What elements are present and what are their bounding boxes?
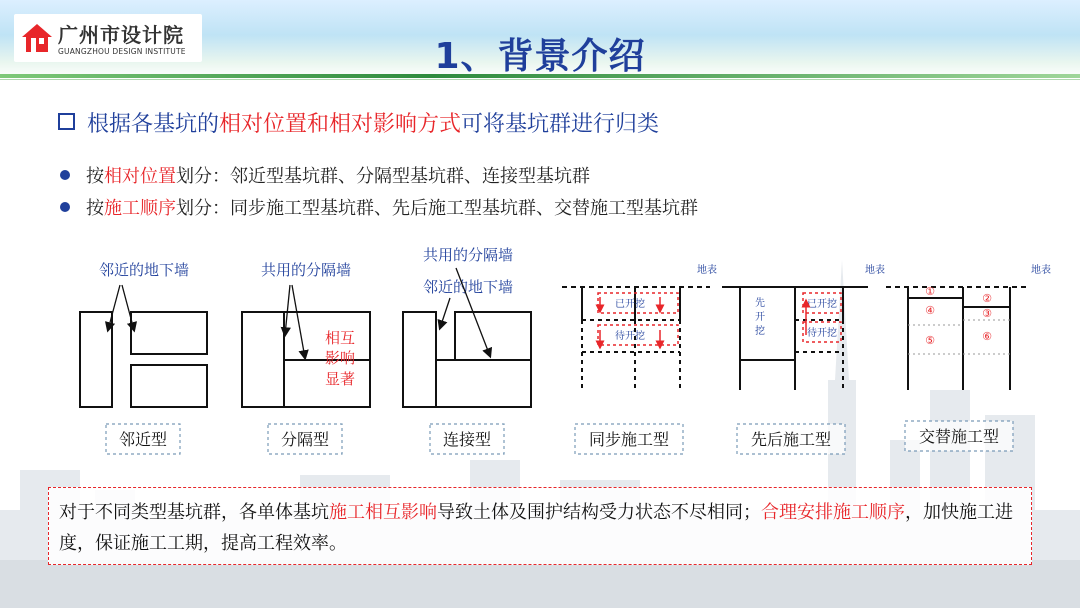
ground-label: 地表 [865, 265, 885, 276]
bullet-prefix: 按 [86, 166, 104, 187]
bullet-highlight: 施工顺序 [104, 198, 176, 219]
note-part-1: 对于不同类型基坑群，各单体基坑 [59, 502, 329, 523]
bullet-prefix: 按 [86, 198, 104, 219]
diagram-alternating [886, 287, 1030, 390]
circled-3: ③ [982, 307, 992, 320]
shared-wall-label: 共用的分隔墙 [260, 261, 352, 279]
bullet-dot-icon [60, 202, 70, 212]
circled-1: ① [925, 285, 935, 298]
type-name-adjacent: 邻近型 [118, 430, 168, 449]
header-divider-thin [0, 79, 1080, 80]
diagram-sequential [722, 287, 868, 390]
note-part-3: ，加快施工进度，保证施工工期，提高工程效率。 [59, 502, 1013, 554]
bullet-suffix: 划分：同步施工型基坑群、先后施工型基坑群、交替施工型基坑群 [176, 198, 698, 219]
connect-adjacent-wall-label: 邻近的地下墙 [422, 278, 514, 296]
influence-line-3: 显著 [324, 370, 356, 388]
diagram-adjacent [80, 312, 207, 407]
to-excavate-label: 待开挖 [807, 328, 837, 339]
main-point-highlight: 相对位置和相对影响方式 [219, 112, 462, 137]
first-excavate-1: 先 [755, 298, 765, 309]
conclusion-note [48, 487, 1032, 565]
influence-line-1: 相互 [324, 329, 356, 347]
bullet-dot-icon [60, 170, 70, 180]
ground-label: 地表 [1031, 265, 1051, 276]
excavated-label: 已开挖 [615, 299, 645, 310]
adjacent-wall-label: 邻近的地下墙 [98, 261, 190, 279]
influence-line-2: 影响 [324, 349, 356, 367]
connect-shared-wall-label: 共用的分隔墙 [422, 246, 514, 264]
bullet-position [60, 162, 590, 188]
bullet-highlight: 相对位置 [104, 166, 176, 187]
type-name-separated: 分隔型 [280, 430, 330, 449]
ground-label: 地表 [697, 265, 717, 276]
type-name-connected: 连接型 [442, 430, 492, 449]
main-point [58, 107, 659, 138]
note-part-2: 导致土体及围护结构受力状态不尽相同； [437, 502, 761, 523]
checkbox-square-icon [58, 113, 75, 130]
diagram-connected [403, 312, 531, 407]
note-highlight-1: 施工相互影响 [329, 502, 437, 523]
circled-6: ⑥ [982, 330, 992, 343]
circled-4: ④ [925, 304, 935, 317]
type-name-alternating: 交替施工型 [918, 427, 1000, 446]
to-excavate-label: 待开挖 [615, 331, 645, 342]
bullet-suffix: 划分：邻近型基坑群、分隔型基坑群、连接型基坑群 [176, 166, 590, 187]
excavated-label: 已开挖 [807, 299, 837, 310]
first-excavate-2: 开 [755, 312, 765, 323]
slide-title: 1、背景介绍 [434, 36, 646, 77]
first-excavate-3: 挖 [755, 326, 765, 337]
type-name-synchronous: 同步施工型 [588, 430, 670, 449]
main-point-suffix: 可将基坑群进行归类 [461, 112, 660, 137]
logo-name-cn: 广州市设计院 [58, 23, 184, 47]
foundation-pit-diagrams [0, 240, 1080, 470]
type-name-sequential: 先后施工型 [750, 430, 832, 449]
main-point-prefix: 根据各基坑的 [87, 112, 220, 137]
note-highlight-2: 合理安排施工顺序 [761, 502, 905, 523]
logo-name-en: GUANGZHOU DESIGN INSTITUTE [58, 47, 186, 56]
bullet-sequence [60, 194, 698, 220]
circled-5: ⑤ [925, 334, 935, 347]
circled-2: ② [982, 292, 992, 305]
